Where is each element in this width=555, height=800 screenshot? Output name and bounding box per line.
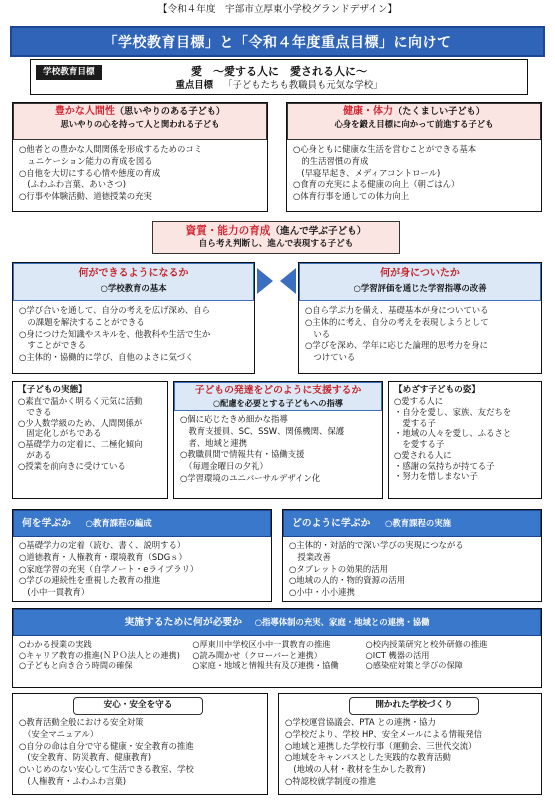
- ideal-panel: [388, 381, 542, 499]
- list-item: ○体育行事を通しての体力向上: [293, 191, 410, 201]
- support-title: 子どもの発達をどのように支援するか: [194, 385, 362, 396]
- goal-sub-label: 重点目標: [175, 80, 214, 91]
- outcome-left-head: [13, 263, 254, 301]
- list-item: ○主体的・対話的で深い学びの実現につながる: [289, 540, 464, 550]
- list-item: 固定化しがちである: [18, 428, 102, 439]
- curriculum-right-panel: [282, 509, 542, 602]
- curriculum-left-panel: [12, 509, 272, 602]
- core-ability-head: [152, 221, 400, 254]
- list-item: ・感謝の気持ちが持てる子: [394, 460, 495, 471]
- list-item: ○心身ともに健康な生活を営むことができる基本: [293, 144, 477, 154]
- outcome-right-subtitle: ○学習評価を通じた学習指導の改善: [353, 282, 487, 293]
- list-item: ○いじめのない安心して生活できる教室、学校: [19, 764, 194, 774]
- goal-sub-text: 「子どもたちも教職員も元気な学校」: [223, 80, 383, 91]
- outcome-right-list: [299, 301, 541, 368]
- list-item: ○自他を大切にする心情や態度の育成: [19, 167, 161, 178]
- list-item: ュニケーション能力の育成を図る: [19, 155, 153, 166]
- core-ability-subtitle: 自ら考え判断し、進んで表現する子ども: [198, 238, 354, 249]
- implementation-subtitle: ○指導体制の充実、家庭・地域との連携・協働: [254, 617, 430, 627]
- list-item: ○愛される人に: [394, 449, 452, 460]
- curriculum-right-title: どのように学ぶか: [292, 518, 371, 529]
- outcome-left-list: [13, 301, 254, 368]
- list-item: ○地域をキャンパスとした実践的な教育活動: [285, 752, 451, 763]
- list-item: できる: [18, 406, 52, 417]
- list-item: つけている: [305, 352, 356, 362]
- list-item: すことができる: [19, 340, 86, 351]
- list-item: （毎週金曜日の夕礼）: [180, 461, 268, 472]
- pillar-left-subtitle: 思いやりの心を持って人と関われる子ども: [60, 118, 220, 129]
- arrow-left-icon: [280, 268, 296, 294]
- list-item: (小中一貫教育）: [19, 587, 90, 597]
- goal-sub: [31, 80, 527, 92]
- outcome-left-title: 何ができるようになるか: [78, 268, 189, 279]
- list-item: ○食育の充実による健康の向上（朝ごはん）: [293, 179, 460, 190]
- pillar-right-title: 健康・体力（たくましい子ども）: [343, 106, 485, 117]
- list-item: 者、地域と連携: [180, 437, 247, 448]
- goal-main: 愛 ～愛する人に 愛される人に～: [191, 65, 367, 78]
- list-item: (ふわふわ言葉、あいさつ): [19, 179, 127, 190]
- implementation-title: 実施するために何が必要か: [124, 617, 243, 628]
- list-item: ・自分を愛し、家族、友だちを: [394, 406, 512, 417]
- implementation-grid: [13, 636, 541, 674]
- reality-panel: [12, 381, 168, 499]
- list-item: ○学校運営協議会、PTA との連携・協力: [285, 717, 436, 727]
- support-head: [174, 382, 382, 411]
- pillar-right: [286, 102, 542, 212]
- arrow-right-icon: [257, 268, 273, 294]
- pillar-left-list: [13, 140, 267, 207]
- list-item: ○特認校就学制度の推進: [285, 775, 377, 786]
- list-item: ○地域と連携した学校行事（運動会、三世代交流）: [285, 740, 477, 751]
- pillar-left-title: 豊かな人間性（思いやりのある子ども）: [54, 106, 226, 117]
- bottom-left-list: [13, 715, 267, 790]
- list-item: ○愛する人に: [394, 396, 444, 406]
- implementation-panel: [12, 608, 542, 688]
- list-item: ○ICT 機器の活用: [365, 649, 430, 660]
- list-item: ○教育活動全般における安全対策: [19, 717, 144, 727]
- list-item: ○学びを深め、学年に応じた論理的思考力を身に: [305, 340, 488, 351]
- list-item: 教育支援員、SC、SSW、関係機関、保護: [180, 425, 345, 436]
- list-item: ○家庭学習の充実（自学ノート・eライブラリ）: [19, 563, 199, 574]
- list-item: ○少人数学級のため、人間関係が: [18, 417, 143, 428]
- outcome-right-title: 何が身についたか: [380, 268, 460, 279]
- support-panel: [173, 381, 383, 499]
- list-item: 授業改善: [289, 551, 331, 562]
- list-item: 的生活習慣の育成: [293, 155, 369, 166]
- list-item: ○学び合いを通して、自分の考えを広げ深め、自ら: [19, 305, 211, 315]
- list-item: (安全教育、防災教育、健康教育): [19, 752, 152, 763]
- list-item: ○自分の命は自分で守る健康・安全教育の推進: [19, 740, 194, 751]
- pillar-right-subtitle: 心身を鍛え目標に向かって前進する子ども: [334, 118, 494, 129]
- bottom-right-panel: [278, 693, 542, 795]
- pillar-right-list: [287, 140, 541, 207]
- list-item: ○感染症対策と学びの保障: [365, 660, 463, 670]
- list-item: ○身につけた知識やスキルを、他教科や生活で生か: [19, 328, 211, 339]
- pillar-left: [12, 102, 268, 212]
- list-item: がある: [18, 449, 52, 460]
- list-item: ○教職員間で情報共有・協働支援: [180, 449, 305, 460]
- list-item: ・地域の人々を愛し、ふるさと: [394, 428, 512, 439]
- list-item: ○個に応じたきめ細かな指導: [180, 414, 288, 425]
- list-item: ○行事や体験活動、道徳授業の充実: [19, 191, 152, 201]
- implementation-head: [13, 609, 541, 636]
- list-item: ○タブレットの効果的活用: [289, 563, 389, 574]
- list-item: 愛する子: [394, 417, 436, 428]
- pillar-right-head: [287, 103, 541, 140]
- list-item: ○自ら学ぶ力を備え、基礎基本が身についている: [305, 305, 489, 315]
- list-item: （安全マニュアル）: [19, 728, 99, 739]
- main-title: 「学校教育目標」と「令和４年度重点目標」に向けて: [10, 26, 545, 57]
- bottom-right-title: 開かれた学校づくり: [349, 697, 479, 715]
- list-item: を愛する子: [394, 439, 445, 449]
- curriculum-left-title: 何を学ぶか: [22, 518, 71, 529]
- outcome-left-subtitle: ○学校教育の基本: [100, 282, 167, 293]
- curriculum-right-head: [283, 510, 541, 537]
- list-item: (人権教育・ふわふわ言葉): [19, 775, 127, 786]
- ideal-title: 【めざす子どもの姿】: [394, 385, 480, 395]
- outcome-right-panel: [298, 262, 542, 374]
- list-item: ○道徳教育・人権教育・環境教育（SDGｓ）: [19, 551, 187, 562]
- list-item: ○基礎学力の定着（読む、書く、説明する）: [19, 540, 186, 550]
- support-subtitle: ○配慮を必要とする子どもへの指導: [213, 397, 343, 408]
- list-item: ○厚東川中学校区小中一貫教育の推進: [192, 639, 331, 649]
- list-item: (地域の人材・教材を生かした教育): [285, 764, 426, 774]
- list-item: ○小中・小小連携: [289, 587, 355, 597]
- list-item: ○地域の人的・物的資源の活用: [289, 575, 406, 586]
- reality-title: 【子どもの実態】: [18, 385, 87, 395]
- curriculum-left-head: [13, 510, 271, 537]
- outcome-right-head: [299, 263, 541, 301]
- support-list: [174, 411, 382, 488]
- list-item: ○授業を前向きに受けている: [18, 460, 126, 471]
- curriculum-left-subtitle: ○教育課程の編成: [85, 518, 152, 528]
- list-item: ○家庭・地域と情報共有及び連携・協働: [192, 660, 339, 670]
- pillar-left-head: [13, 103, 267, 140]
- list-item: ○学校だより、学校 HP、安全メールによる情報発信: [285, 728, 483, 739]
- list-item: ○基礎学力の定着に、二極化傾向: [18, 439, 143, 449]
- list-item: ○学習環境のユニバーサルデザイン化: [180, 472, 321, 483]
- list-item: ○素直で温かく明るく元気に活動: [18, 396, 143, 406]
- list-item: ○学びの連続性を重視した教育の推進: [19, 575, 161, 586]
- list-item: ○校内授業研究と校外研修の推進: [365, 639, 488, 649]
- bottom-left-panel: [12, 693, 268, 795]
- list-item: ○わかる授業の実践: [19, 639, 92, 649]
- outcome-left-panel: [12, 262, 255, 374]
- list-item: ・努力を惜しまない子: [394, 471, 478, 482]
- list-item: ○他者との豊かな人間関係を形成するためのコミ: [19, 144, 203, 154]
- core-ability-title: 資質・能力の育成（進んで学ぶ子ども）: [185, 225, 367, 237]
- school-goal-box: [30, 59, 528, 95]
- list-item: ○キャリア教育の推進(ＮＰＯ法人との連携): [19, 649, 180, 660]
- list-item: ○主体的・協働的に学び、自他のよさに気づく: [19, 352, 194, 362]
- list-item: の課題を解決することができる: [19, 316, 145, 327]
- goal-tag: 学校教育目標: [36, 65, 102, 80]
- header-top-line: 【令和４年度 宇部市立厚東小学校グランドデザイン】: [157, 4, 398, 15]
- curriculum-left-list: [13, 537, 271, 602]
- list-item: (早寝早起き、メディアコントロール): [293, 167, 441, 178]
- list-item: ○子どもと向き合う時間の確保: [19, 660, 133, 670]
- list-item: ○主体的に考え、自分の考えを表現しようとして: [305, 316, 489, 327]
- bottom-left-title: 安心・安全を守る: [73, 697, 203, 715]
- bottom-right-list: [279, 715, 541, 790]
- curriculum-right-list: [283, 537, 541, 602]
- list-item: ○読み聞かせ（クローバーと連携）: [192, 649, 322, 660]
- list-item: いる: [305, 328, 331, 339]
- curriculum-right-subtitle: ○教育課程の実施: [385, 518, 451, 528]
